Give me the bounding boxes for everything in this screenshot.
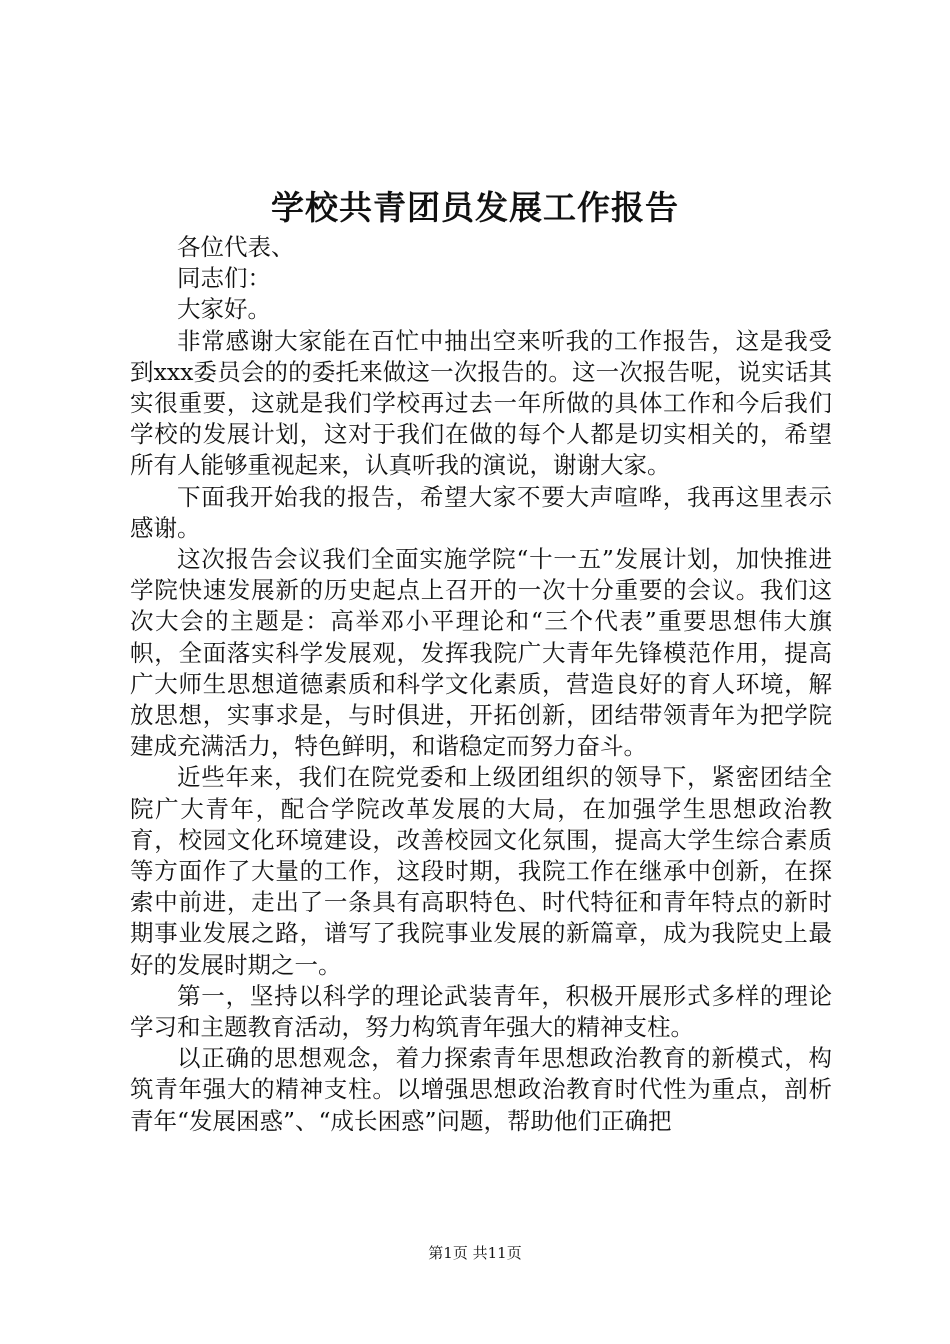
paragraph-salutation-1: 各位代表、	[177, 233, 295, 261]
page-footer: 第1页 共11页	[428, 1244, 522, 1262]
paragraph-intro: 非常感谢大家能在百忙中抽出空来听我的工作报告，这是我受到xxx委员会的的委托来做这一次报告的。这一次报告呢，说实话其实很重要，这就是我们学校再过去一年所做的具体工作和今后我们学校的发展计划，这对于我们在做的每个人都是切实相关的，希望所有人能够重视起来，认真听我的演说，谢谢大家。	[130, 326, 832, 480]
document-title: 学校共青团员发展工作报告	[271, 188, 679, 227]
paragraph-salutation-2: 同志们：	[177, 264, 271, 293]
paragraph-recent-years: 近些年来，我们在院党委和上级团组织的领导下，紧密团结全院广大青年，配合学院改革发展的大局，在加强学生思想政治教育，校园文化环境建设，改善校园文化氛围，提高大学生综合素质等方面作了大量的工作，这段时期，我院工作在继承中创新，在探索中前进，走出了一条具有高职特色、时代特征和青年特点的新时期事业发展之路，谱写了我院事业发展的新篇章，成为我院史上最好的发展时期之一。	[130, 763, 832, 979]
paragraph-thought-concepts: 以正确的思想观念，着力探索青年思想政治教育的新模式，构筑青年强大的精神支柱。以增强思想政治教育时代性为重点，剖析青年“发展困惑”、“成长困惑”问题，帮助他们正确把	[130, 1044, 832, 1135]
paragraph-first-point: 第一，坚持以科学的理论武装青年，积极开展形式多样的理论学习和主题教育活动，努力构筑青年强大的精神支柱。	[130, 981, 832, 1042]
paragraph-request: 下面我开始我的报告，希望大家不要大声喧哗，我再这里表示感谢。	[130, 482, 832, 542]
paragraph-greeting: 大家好。	[177, 295, 271, 324]
document-body	[130, 232, 832, 1137]
paragraph-meeting-theme: 这次报告会议我们全面实施学院“十一五”发展计划，加快推进学院快速发展新的历史起点上召开的一次十分重要的会议。我们这次大会的主题是：高举邓小平理论和“三个代表”重要思想伟大旗帜，全面落实科学发展观，发挥我院广大青年先锋模范作用，提高广大师生思想道德素质和科学文化素质，营造良好的育人环境，解放思想，实事求是，与时俱进，开拓创新，团结带领青年为把学院建成充满活力，特色鲜明，和谐稳定而努力奋斗。	[130, 545, 832, 761]
